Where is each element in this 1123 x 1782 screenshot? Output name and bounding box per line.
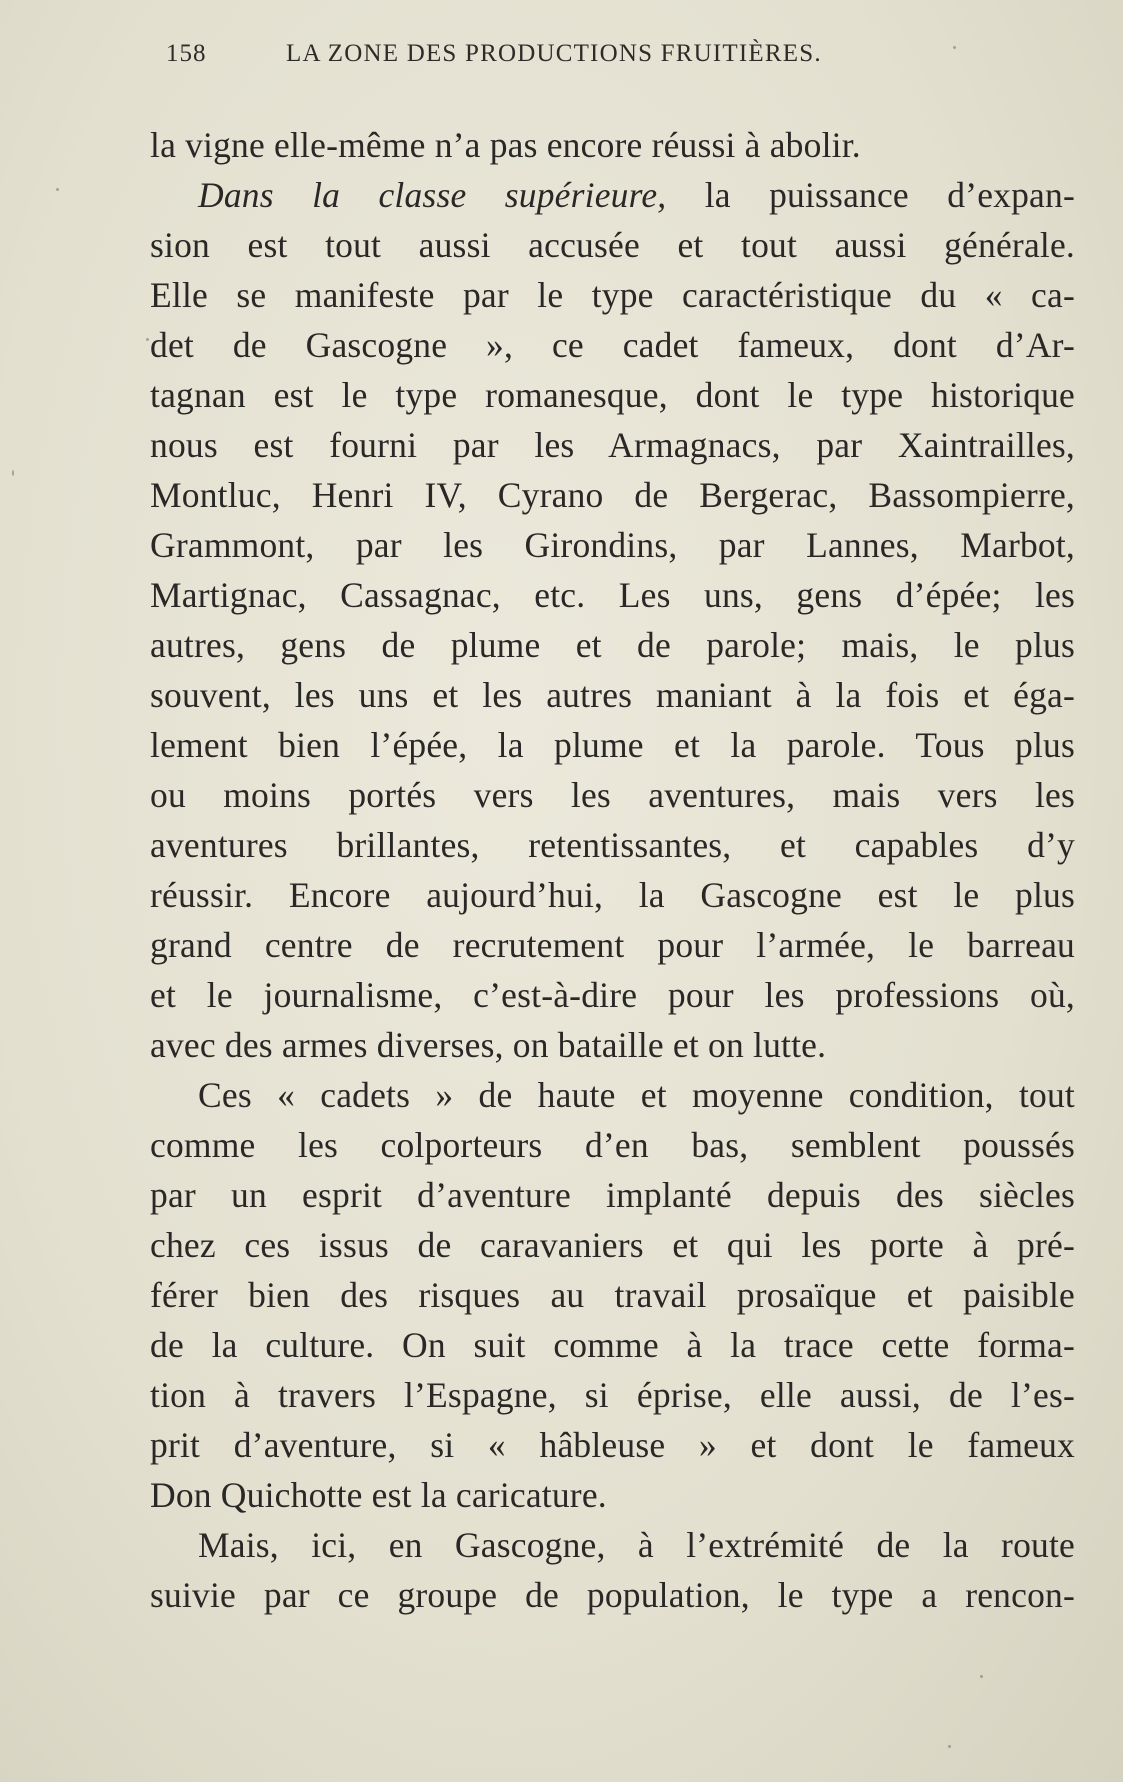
text-line: det de Gascogne », ce cadet fameux, dont d’Ar- xyxy=(150,325,1075,365)
text-line: sion est tout aussi accusée et tout aussi générale. xyxy=(150,225,1075,265)
page-number: 158 xyxy=(166,40,207,67)
text-line: Grammont, par les Girondins, par Lannes, Marbot, xyxy=(150,525,1075,565)
text-line: Martignac, Cassagnac, etc. Les uns, gens d’épée; les xyxy=(150,575,1075,615)
text-line: aventures brillantes, retentissantes, et capables d’y xyxy=(150,825,1075,865)
text-line: Don Quichotte est la caricature. xyxy=(150,1475,607,1515)
text-line: suivie par ce groupe de population, le type a rencon- xyxy=(150,1575,1075,1615)
text-line: par un esprit d’aventure implanté depuis des siècles xyxy=(150,1175,1075,1215)
text-line: tion à travers l’Espagne, si éprise, elle aussi, de l’es- xyxy=(150,1375,1075,1415)
running-header xyxy=(150,40,1075,80)
text-line: Elle se manifeste par le type caractéristique du « ca- xyxy=(150,275,1075,315)
text-line: souvent, les uns et les autres maniant à la fois et éga- xyxy=(150,675,1075,715)
text-line: la vigne elle-même n’a pas encore réussi à abolir. xyxy=(150,125,861,165)
text-line: autres, gens de plume et de parole; mais, le plus xyxy=(150,625,1075,665)
text-line: prit d’aventure, si « hâbleuse » et dont le fameux xyxy=(150,1425,1075,1465)
text-line: et le journalisme, c’est-à-dire pour les professions où, xyxy=(150,975,1075,1015)
text-line: Ces « cadets » de haute et moyenne condition, tout xyxy=(198,1075,1075,1115)
text-line: férer bien des risques au travail prosaïque et paisible xyxy=(150,1275,1075,1315)
text-line: comme les colporteurs d’en bas, semblent poussés xyxy=(150,1125,1075,1165)
text-line: nous est fourni par les Armagnacs, par Xaintrailles, xyxy=(150,425,1075,465)
text-line: tagnan est le type romanesque, dont le type historique xyxy=(150,375,1075,415)
body-text xyxy=(150,120,1075,1620)
text-line: chez ces issus de caravaniers et qui les porte à pré- xyxy=(150,1225,1075,1265)
text-line: Dans la classe supérieure, la puissance d’expan- xyxy=(198,175,1075,215)
book-page xyxy=(150,40,1075,1620)
italic-phrase: Dans la classe supérieure, xyxy=(198,175,667,215)
text-line: avec des armes diverses, on bataille et on lutte. xyxy=(150,1025,827,1065)
text-line: ou moins portés vers les aventures, mais vers les xyxy=(150,775,1075,815)
text-line: Montluc, Henri IV, Cyrano de Bergerac, Bassompierre, xyxy=(150,475,1075,515)
text-line: réussir. Encore aujourd’hui, la Gascogne est le plus xyxy=(150,875,1075,915)
running-title: LA ZONE DES PRODUCTIONS FRUITIÈRES. xyxy=(286,40,822,67)
text-line: grand centre de recrutement pour l’armée, le barreau xyxy=(150,925,1075,965)
text-line: de la culture. On suit comme à la trace cette forma- xyxy=(150,1325,1075,1365)
text-line: Mais, ici, en Gascogne, à l’extrémité de la route xyxy=(198,1525,1075,1565)
text-line: lement bien l’épée, la plume et la parole. Tous plus xyxy=(150,725,1075,765)
